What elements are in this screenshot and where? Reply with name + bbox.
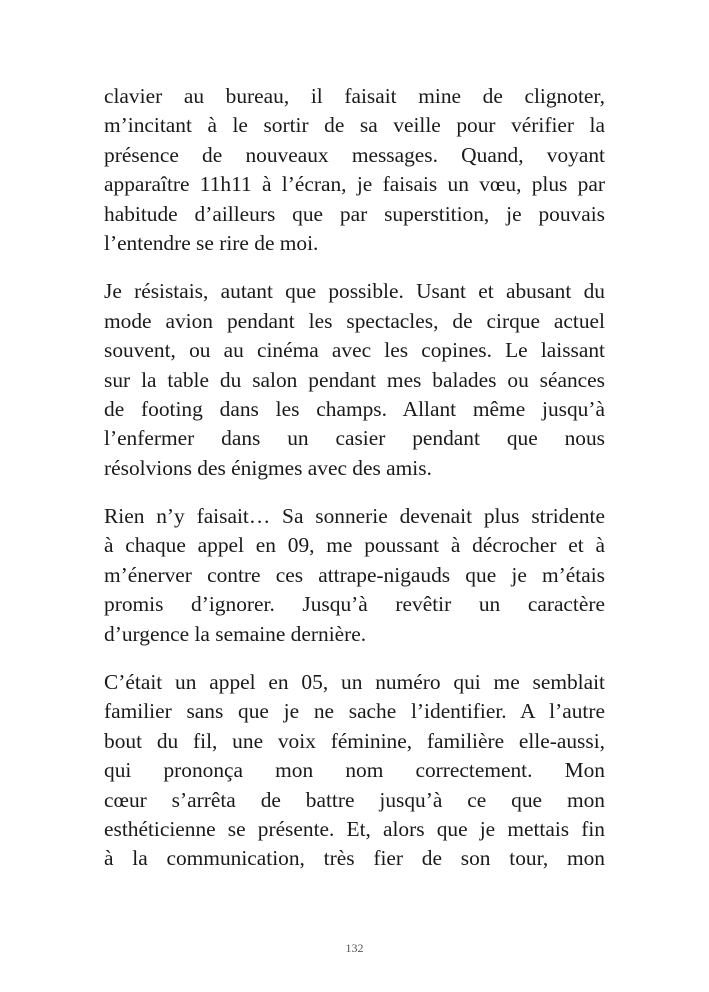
text-line: C’était un appel en 05, un numéro qui me semblait xyxy=(104,670,605,695)
text-line: Je résistais, autant que possible. Usant et abusant du xyxy=(104,279,605,304)
text-line: à chaque appel en 09, me poussant à décrocher et à xyxy=(104,533,605,558)
paragraph-3 xyxy=(104,502,605,649)
text-line: résolvions des énigmes avec des amis. xyxy=(104,455,432,480)
text-line: habitude d’ailleurs que par superstition, je pouvais xyxy=(104,201,605,226)
text-line: de footing dans les champs. Allant même jusqu’à xyxy=(104,396,605,421)
text-line: d’urgence la semaine dernière. xyxy=(104,621,367,646)
text-line: souvent, ou au cinéma avec les copines. Le laissant xyxy=(104,338,605,363)
body-text xyxy=(104,82,605,893)
text-line: l’enfermer dans un casier pendant que nous xyxy=(104,426,605,451)
text-line: cœur s’arrêta de battre jusqu’à ce que mon xyxy=(104,787,605,812)
paragraph-1 xyxy=(104,82,605,258)
text-line: clavier au bureau, il faisait mine de clignoter, xyxy=(104,84,605,108)
text-line: familier sans que je ne sache l’identifier. A l’autre xyxy=(104,699,605,724)
page-number: 132 xyxy=(345,941,364,955)
text-line: bout du fil, une voix féminine, familière elle-aussi, xyxy=(104,728,605,753)
text-line: sur la table du salon pendant mes balades ou séances xyxy=(104,367,605,392)
text-line: promis d’ignorer. Jusqu’à revêtir un caractère xyxy=(104,592,605,617)
text-line: à la communication, très fier de son tour, mon xyxy=(104,846,605,871)
text-line: esthéticienne se présente. Et, alors que je mettais fin xyxy=(104,816,605,841)
paragraph-4 xyxy=(104,668,605,874)
text-line: l’entendre se rire de moi. xyxy=(104,230,319,255)
text-line: mode avion pendant les spectacles, de cirque actuel xyxy=(104,308,605,333)
text-line: m’énerver contre ces attrape-nigauds que je m’étais xyxy=(104,562,605,587)
text-line: présence de nouveaux messages. Quand, voyant xyxy=(104,142,605,167)
paragraph-2 xyxy=(104,277,605,483)
text-line: Rien n’y faisait… Sa sonnerie devenait plus stridente xyxy=(104,504,605,529)
text-line: apparaître 11h11 à l’écran, je faisais un vœu, plus par xyxy=(104,172,605,197)
text-line: m’incitant à le sortir de sa veille pour vérifier la xyxy=(104,113,605,138)
text-line: qui prononça mon nom correctement. Mon xyxy=(104,758,605,783)
